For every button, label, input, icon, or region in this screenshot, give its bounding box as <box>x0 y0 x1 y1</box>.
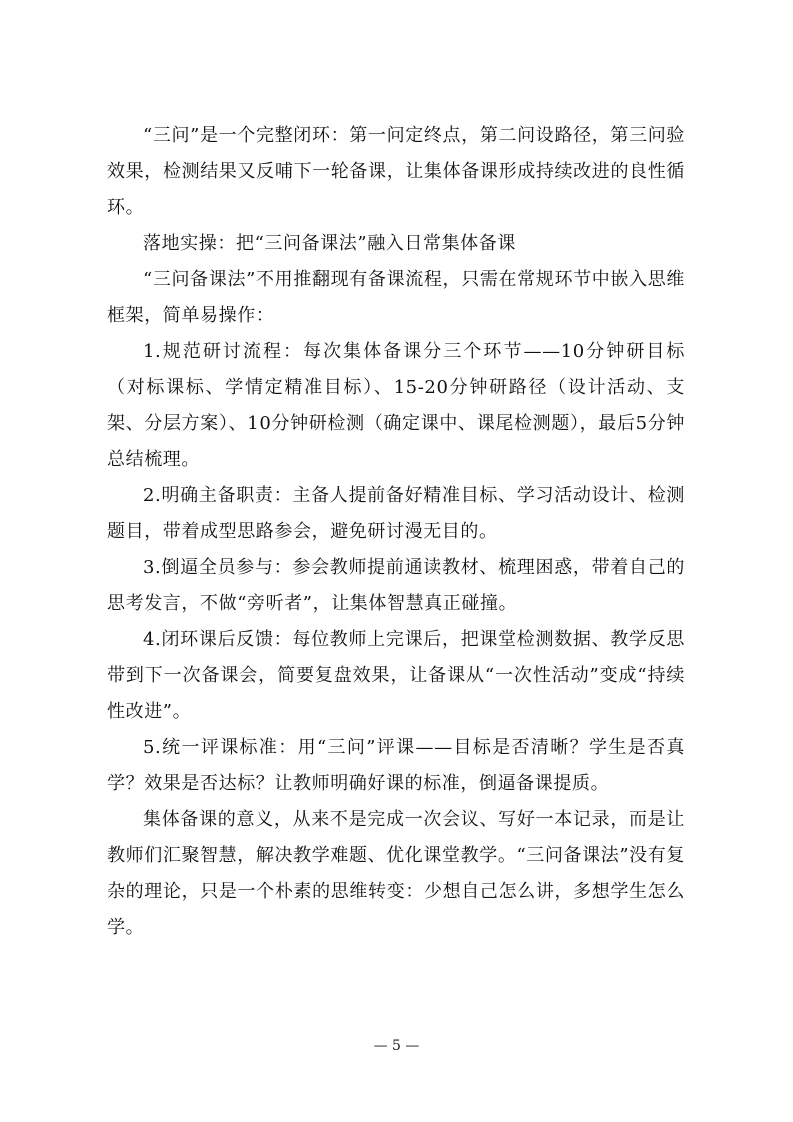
page-number: — 5 — <box>373 1038 420 1054</box>
paragraph-intro: “三问备课法”不用推翻现有备课流程，只需在常规环节中嵌入思维框架，简单易操作： <box>107 269 685 326</box>
document-body <box>107 118 685 946</box>
list-item-evaluation: 5.统一评课标准：用“三问”评课——目标是否清晰？学生是否真学？效果是否达标？让教师明确好课的标准，倒逼备课提质。 <box>107 737 685 794</box>
list-item-responsibility: 2.明确主备职责：主备人提前备好精准目标、学习活动设计、检测题目，带着成型思路参会，避免研讨漫无目的。 <box>107 485 685 542</box>
list-item-participation: 3.倒逼全员参与：参会教师提前通读教材、梳理困惑，带着自己的思考发言，不做“旁听者”，让集体智慧真正碰撞。 <box>107 557 685 614</box>
list-item-feedback: 4.闭环课后反馈：每位教师上完课后，把课堂检测数据、教学反思带到下一次备课会，简要复盘效果，让备课从“一次性活动”变成“持续性改进”。 <box>107 629 685 722</box>
paragraph-conclusion: 集体备课的意义，从来不是完成一次会议、写好一本记录，而是让教师们汇聚智慧，解决教学难题、优化课堂教学。“三问备课法”没有复杂的理论，只是一个朴素的思维转变：少想自己怎么讲，多想学生怎么学。 <box>107 809 685 938</box>
paragraph-closed-loop: “三问”是一个完整闭环：第一问定终点，第二问设路径，第三问验效果，检测结果又反哺下一轮备课，让集体备课形成持续改进的良性循环。 <box>107 125 685 218</box>
list-item-process: 1.规范研讨流程：每次集体备课分三个环节——10分钟研目标（对标课标、学情定精准目标）、15-20分钟研路径（设计活动、支架、分层方案）、10分钟研检测（确定课中、课尾检测题），最后5分钟总结梳理。 <box>107 341 685 470</box>
section-heading-implementation: 落地实操：把“三问备课法”融入日常集体备课 <box>143 233 517 254</box>
